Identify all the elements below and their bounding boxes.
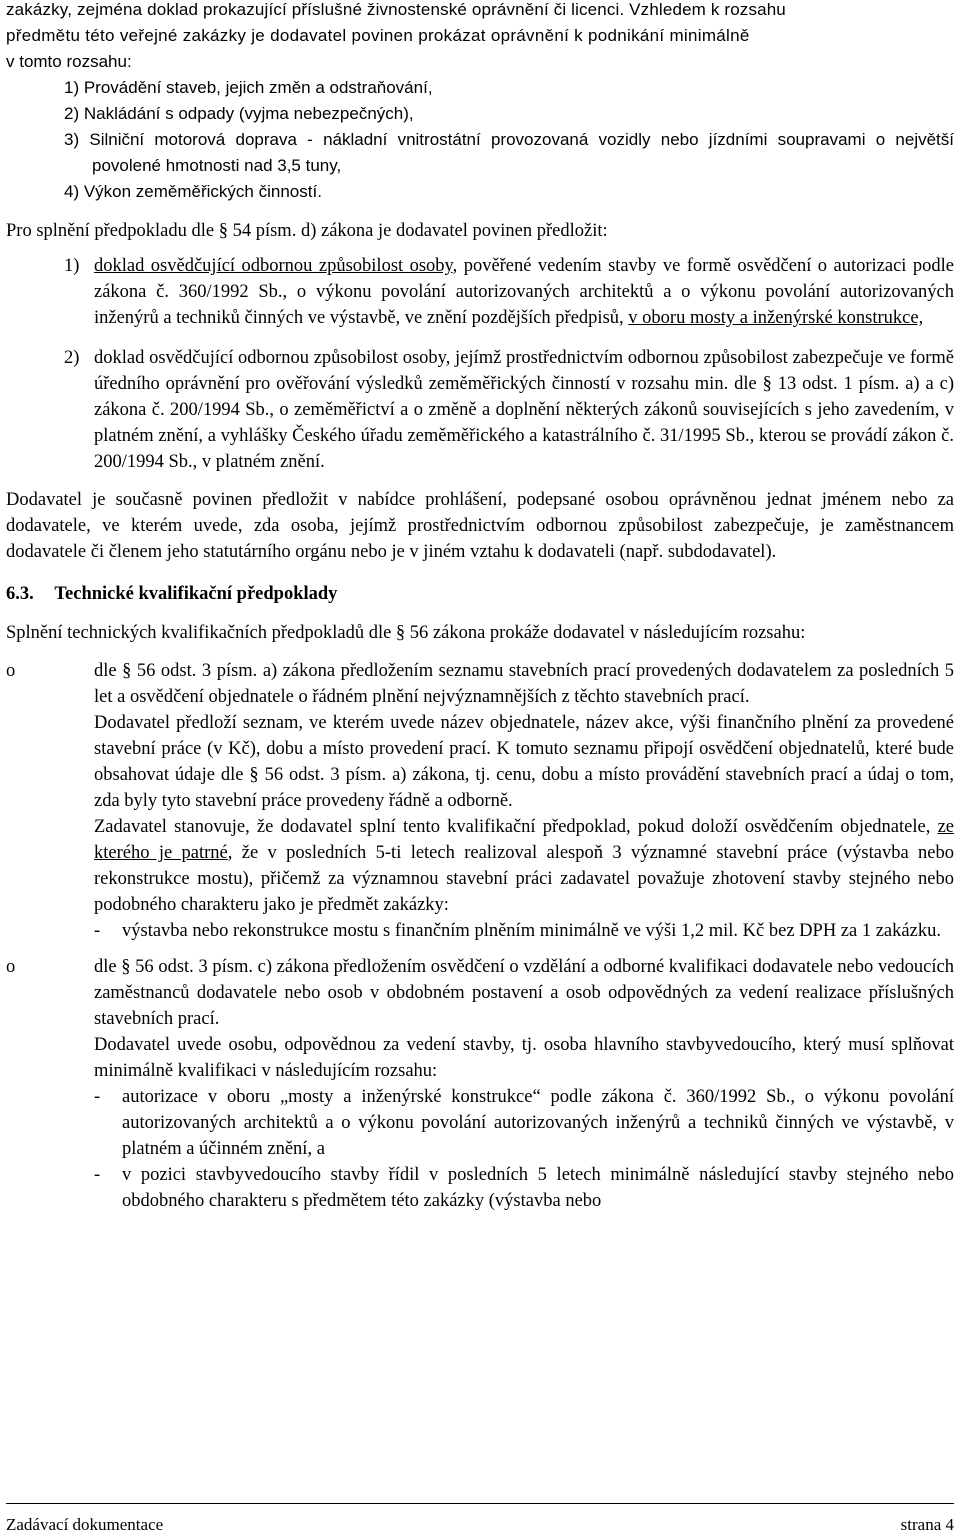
dash-mark: - (94, 1087, 101, 1107)
page-number: strana 4 (900, 1515, 954, 1534)
item-text: výstavba nebo rekonstrukce mostu s finančním plněním minimálně ve výši 1,2 mil. Kč bez DPH za 1 zakázku. (122, 921, 941, 941)
text-line: v tomto rozsahu: (6, 52, 132, 71)
list-item: 1) Provádění staveb, jejich změn a odstraňování, (64, 78, 433, 97)
paragraph: Dodavatel uvede osobu, odpovědnou za vedení stavby, tj. osoba hlavního stavbyvedoucího, který musí splňovat minimálně kvalifikaci v následujícím rozsahu: (94, 1035, 954, 1081)
item-text: doklad osvědčující odbornou způsobilost osoby, jejímž prostřednictvím odbornou způsobilost zabezpečuje ve formě úředního oprávnění pro ověřování výsledků zeměměřických činností v rozsahu min. dle § 13 odst. 1 písm. a) a c) zákona č. 200/1994 Sb., o zeměměřictví a o změně a doplnění některých zákonů souvisejících s jeho zavedením, v platném znění, a vyhlášky Českého úřadu zeměměřického a katastrálního č. 31/1995 Sb., kterou se provádí zákon č. 200/1994 Sb., v platném znění. (94, 348, 954, 472)
list-item: 3) Silniční motorová doprava - nákladní vnitrostátní provozovaná vozidly nebo jízdními soupravami o největší povolené hmotnosti nad 3,5 tuny, (64, 130, 954, 175)
paragraph (94, 814, 954, 918)
dash-mark: - (94, 1165, 101, 1185)
page-footer (6, 1503, 954, 1534)
item-text: autorizace v oboru „mosty a inženýrské konstrukce“ podle zákona č. 360/1992 Sb., o výkonu povolání autorizovaných architektů a o výkonu povolání autorizovaných inženýrů a techniků činných ve výstavbě, v platném a účinném znění, a (122, 1087, 954, 1159)
list-item (6, 658, 954, 918)
underlined-text: ze kterého je patrné (94, 817, 954, 863)
dash-mark: - (94, 921, 101, 941)
bullet-mark: o (6, 661, 16, 681)
item-number: 2) (64, 348, 80, 368)
item-text: , pověřené vedením stavby ve formě osvědčení o autorizaci podle zákona č. 360/1992 Sb., o výkonu povolání autorizovaných architektů a o výkonu povolání autorizovaných inženýrů a techniků činných ve výstavbě, ve znění pozdějších předpisů, (94, 256, 954, 328)
underlined-text: v oboru mosty a inženýrské konstrukce, (628, 308, 924, 328)
requirement-item (6, 345, 954, 487)
bullet-mark: o (6, 957, 16, 977)
section-heading (6, 581, 954, 620)
section-title: Technické kvalifikační předpoklady (54, 584, 338, 604)
list-item: 2) Nakládání s odpady (vyjma nebezpečných), (64, 104, 414, 123)
item-number: 1) (64, 256, 80, 276)
text-line: předmětu této veřejné zakázky je dodavatel povinen prokázat oprávnění k podnikání minimálně (6, 26, 750, 45)
section-number: 6.3. (6, 584, 34, 604)
list-item (6, 954, 954, 1084)
paragraph: Dodavatel předloží seznam, ve kterém uvede název objednatele, název akce, výši finančního plnění za provedené stavební práce (v Kč), dobu a místo provedení prací. K tomuto seznamu připojí osvědčení objednatelů, které bude obsahovat údaje dle § 56 odst. 3 písm. a) zákona, tj. cenu, dobu a místo provádění stavebních prací a údaj o tom, zda byly tyto stavební práce provedeny řádně a odborně. (94, 713, 954, 811)
requirement-intro: Pro splnění předpokladu dle § 54 písm. d) zákona je dodavatel povinen předložit: (6, 221, 608, 241)
dash-item (6, 1084, 954, 1162)
dash-item (6, 918, 954, 954)
text-span: Zadavatel stanovuje, že dodavatel splní tento kvalifikační předpoklad, pokud doloží osvědčením objednatele, (94, 817, 938, 837)
item-text: v pozici stavbyvedoucího stavby řídil v posledních 5 letech minimálně následující stavby stejného nebo obdobného charakteru s předmětem této zakázky (výstavba nebo (122, 1165, 954, 1211)
text-line: zakázky, zejména doklad prokazující příslušné živnostenské oprávnění či licenci. Vzhledem k rozsahu (6, 0, 786, 19)
item-text: dle § 56 odst. 3 písm. c) zákona předložením osvědčení o vzdělání a odborné kvalifikaci dodavatele nebo vedoucích zaměstnanců dodavatele nebo osob v obdobném postavení a osob odpovědných za vedení realizace příslušných stavebních prací. (94, 957, 954, 1029)
requirements-section (6, 218, 954, 1214)
footer-title: Zadávací dokumentace (6, 1515, 164, 1534)
paragraph: Dodavatel je současně povinen předložit v nabídce prohlášení, podepsané osobou oprávněnou jednat jménem nebo za dodavatele, ve kterém uvede, zda osoba, jejímž prostřednictvím odbornou způsobilost zabezpečuje, je zaměstnancem dodavatele či členem jeho statutárního orgánu nebo je v jiném vztahu k dodavateli (např. subdodavatel). (6, 490, 954, 562)
underlined-text: doklad osvědčující odbornou způsobilost osoby (94, 256, 453, 276)
dash-item (6, 1162, 954, 1214)
requirement-item (6, 253, 954, 345)
licence-section (6, 0, 954, 205)
item-text: dle § 56 odst. 3 písm. a) zákona předložením seznamu stavebních prací provedených dodavatelem za posledních 5 let a osvědčení objednatele o řádném plnění nejvýznamnějších z těchto stavebních prací. (94, 661, 954, 707)
text-span: , že v posledních 5-ti letech realizoval alespoň 3 významné stavební práce (výstavba nebo rekonstrukce mostu), přičemž za významnou stavební práci zadavatel považuje zhotovení stavby stejného nebo podobného charakteru jako je předmět zakázky: (94, 843, 955, 915)
paragraph: Splnění technických kvalifikačních předpokladů dle § 56 zákona prokáže dodavatel v následujícím rozsahu: (6, 623, 806, 643)
list-item: 4) Výkon zeměměřických činností. (64, 182, 322, 201)
scope-list (6, 75, 954, 205)
